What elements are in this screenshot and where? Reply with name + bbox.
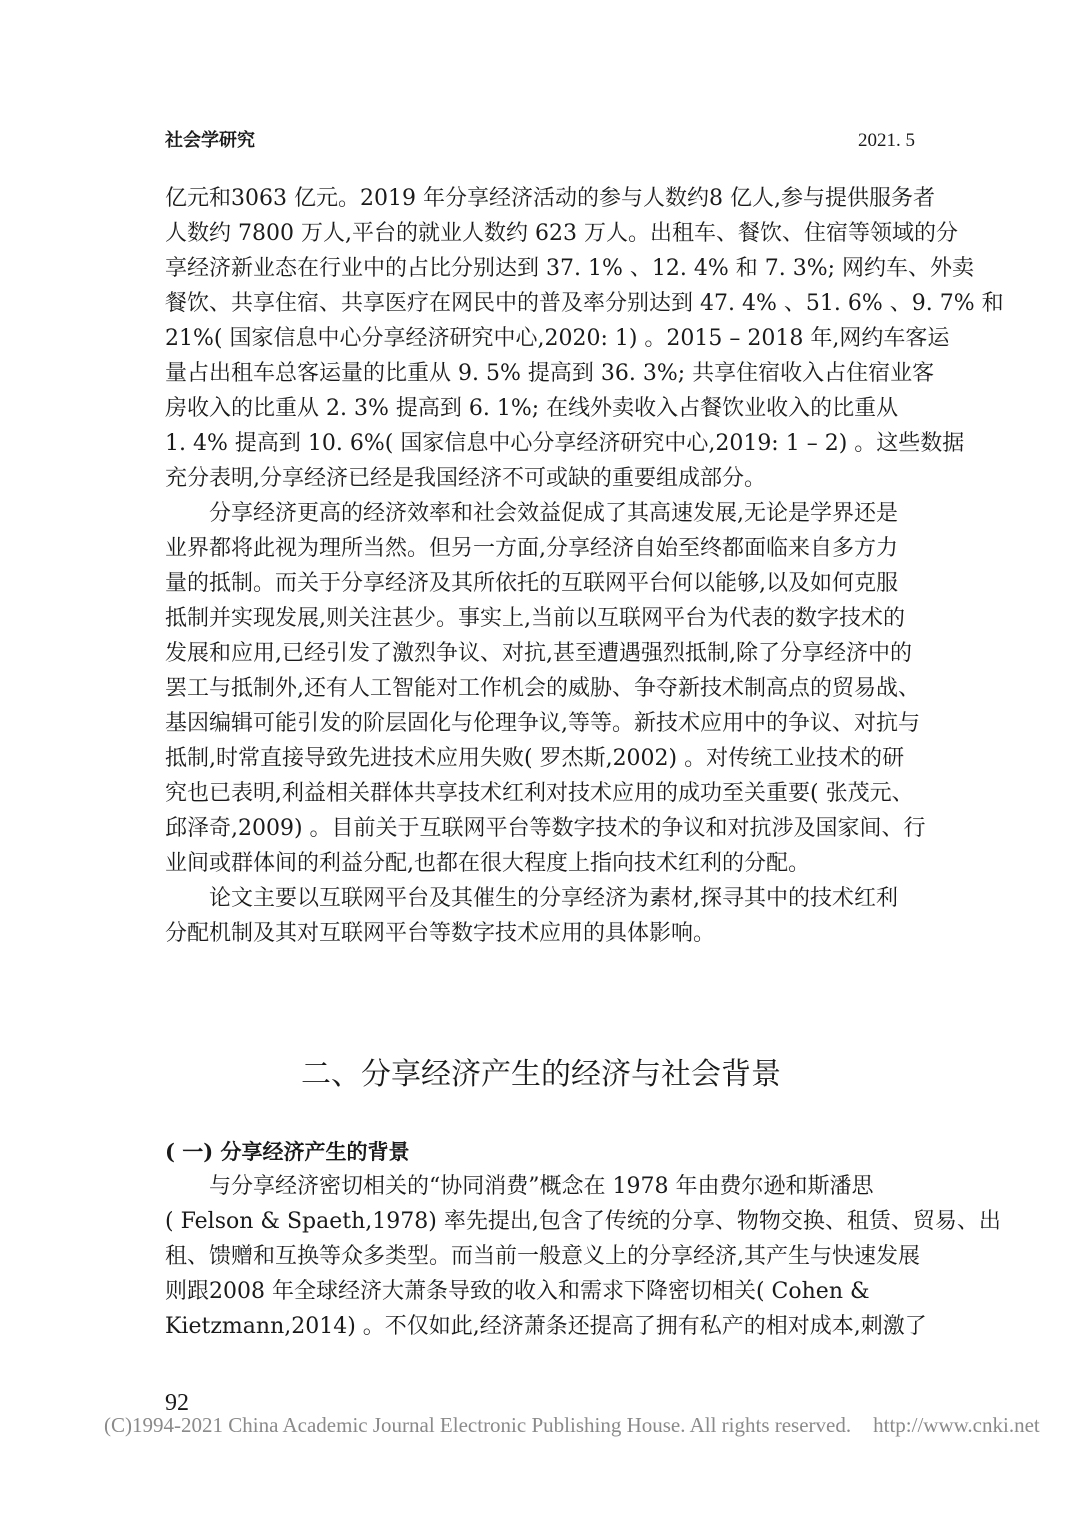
paragraph-1: [165, 181, 1004, 496]
text-line: 论文主要以互联网平台及其催生的分享经济为素材,探寻其中的技术红利: [209, 886, 898, 911]
text-line: 业间或群体间的利益分配,也都在很大程度上指向技术红利的分配。: [165, 851, 810, 876]
text-line: 业界都将此视为理所当然。但另一方面,分享经济自始至终都面临来自多方力: [165, 536, 898, 561]
copyright-text: (C)1994-2021 China Academic Journal Electronic Publishing House. All rights reserved.: [104, 1413, 852, 1437]
copyright-footer: [104, 1409, 1080, 1441]
body-text: [165, 181, 1004, 951]
text-line: 邱泽奇,2009) 。目前关于互联网平台等数字技术的争议和对抗涉及国家间、行: [165, 816, 926, 841]
text-line: 房收入的比重从 2. 3% 提高到 6. 1%; 在线外卖收入占餐饮业收入的比重从: [165, 396, 899, 421]
text-line: 则跟2008 年全球经济大萧条导致的收入和需求下降密切相关( Cohen &: [165, 1279, 870, 1304]
text-line: 抵制,时常直接导致先进技术应用失败( 罗杰斯,2002) 。对传统工业技术的研: [165, 746, 905, 771]
section-title: 二、分享经济产生的经济与社会背景: [301, 1057, 781, 1092]
text-line: Kietzmann,2014) 。不仅如此,经济萧条还提高了拥有私产的相对成本,刺激了: [165, 1314, 927, 1339]
text-line: 发展和应用,已经引发了激烈争议、对抗,甚至遭遇强烈抵制,除了分享经济中的: [165, 641, 912, 666]
text-line: 1. 4% 提高到 10. 6%( 国家信息中心分享经济研究中心,2019: 1 – 2) 。这些数据: [165, 431, 965, 456]
text-line: 充分表明,分享经济已经是我国经济不可或缺的重要组成部分。: [165, 466, 766, 491]
text-line: 21%( 国家信息中心分享经济研究中心,2020: 1) 。2015 – 2018 年,网约车客运: [165, 326, 950, 351]
text-line: 罢工与抵制外,还有人工智能对工作机会的威胁、争夺新技术制高点的贸易战、: [165, 676, 920, 701]
text-line: 与分享经济密切相关的“协同消费”概念在 1978 年由费尔逊和斯潘思: [209, 1174, 874, 1199]
text-line: 餐饮、共享住宿、共享医疗在网民中的普及率分别达到 47. 4% 、51. 6% 、9. 7% 和: [165, 291, 1004, 316]
paragraph-3: [165, 881, 917, 951]
page-number: 92: [165, 1390, 189, 1416]
text-line: 量占出租车总客运量的比重从 9. 5% 提高到 36. 3%; 共享住宿收入占住宿业客: [165, 361, 935, 386]
journal-name: 社会学研究: [165, 130, 255, 151]
paragraph-2: [165, 496, 926, 881]
text-line: 抵制并实现发展,则关注甚少。事实上,当前以互联网平台为代表的数字技术的: [165, 606, 905, 631]
subsection-heading: ( 一) 分享经济产生的背景: [165, 1139, 410, 1164]
text-line: 租、馈赠和互换等众多类型。而当前一般意义上的分享经济,其产生与快速发展: [165, 1244, 920, 1269]
text-line: 享经济新业态在行业中的占比分别达到 37. 1% 、12. 4% 和 7. 3%; 网约车、外卖: [165, 256, 975, 281]
running-header: [165, 128, 915, 154]
text-line: 基因编辑可能引发的阶层固化与伦理争议,等等。新技术应用中的争议、对抗与: [165, 711, 920, 736]
issue-number: 2021. 5: [858, 130, 915, 151]
source-url: http://www.cnki.net: [873, 1413, 1040, 1437]
body-text-continued: [165, 1169, 1001, 1344]
text-line: 量的抵制。而关于分享经济及其所依托的互联网平台何以能够,以及如何克服: [165, 571, 898, 596]
text-line: ( Felson & Spaeth,1978) 率先提出,包含了传统的分享、物物交换、租赁、贸易、出: [165, 1209, 1001, 1234]
text-line: 亿元和3063 亿元。2019 年分享经济活动的参与人数约8 亿人,参与提供服务者: [165, 186, 935, 211]
text-line: 究也已表明,利益相关群体共享技术红利对技术应用的成功至关重要( 张茂元、: [165, 781, 914, 806]
text-line: 人数约 7800 万人,平台的就业人数约 623 万人。出租车、餐饮、住宿等领域的分: [165, 221, 958, 246]
text-line: 分享经济更高的经济效率和社会效益促成了其高速发展,无论是学界还是: [209, 501, 898, 526]
paragraph-4: [165, 1169, 1001, 1344]
text-line: 分配机制及其对互联网平台等数字技术应用的具体影响。: [165, 921, 716, 946]
